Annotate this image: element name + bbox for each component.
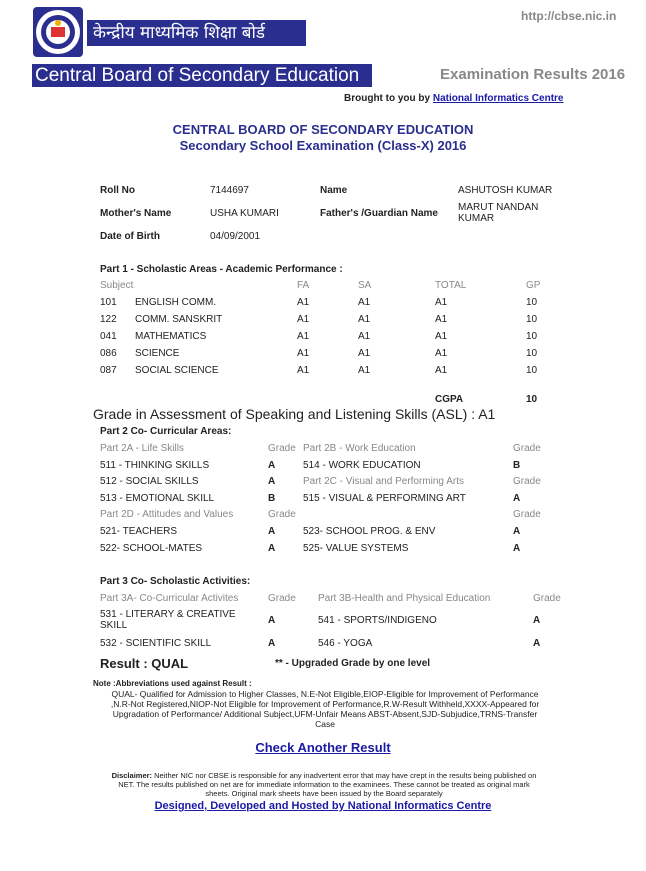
- part3b-grade-header: Grade: [533, 593, 561, 604]
- fa-grade: A1: [297, 331, 310, 342]
- part2b-heading: Part 2B - Work Education: [303, 443, 416, 454]
- name-value: ASHUTOSH KUMAR: [458, 185, 553, 196]
- life-skill-item: 513 - EMOTIONAL SKILL: [100, 493, 215, 504]
- attitude-grade: A: [268, 543, 276, 554]
- part3a-heading: Part 3A- Co-Curricular Activites: [100, 593, 239, 604]
- grade-point: 10: [526, 297, 538, 308]
- sa-grade: A1: [358, 331, 371, 342]
- col-sa: SA: [358, 280, 372, 291]
- part2b-grade-header: Grade: [513, 443, 541, 454]
- cgpa-label: CGPA: [435, 394, 464, 405]
- emblem-icon: [33, 7, 83, 57]
- fa-grade: A1: [297, 365, 310, 376]
- board-heading: CENTRAL BOARD OF SECONDARY EDUCATION: [172, 122, 474, 137]
- grade-point: 10: [526, 365, 538, 376]
- life-skill-grade: B: [268, 493, 276, 504]
- part2a-grade-header: Grade: [268, 443, 296, 454]
- father-name-value-line2: KUMAR: [458, 213, 495, 224]
- health-item: 546 - YOGA: [318, 638, 373, 649]
- roll-no-label: Roll No: [100, 185, 135, 196]
- total-grade: A1: [435, 314, 448, 325]
- nic-link[interactable]: National Informatics Centre: [432, 93, 564, 104]
- sa-grade: A1: [358, 314, 371, 325]
- life-skill-grade: A: [268, 476, 276, 487]
- part2c-heading: Part 2C - Visual and Performing Arts: [303, 476, 464, 487]
- co-curricular-grade: A: [268, 615, 276, 626]
- part3-heading: Part 3 Co- Scholastic Activities:: [100, 576, 251, 587]
- col-subject: Subject: [100, 280, 134, 291]
- attitude-item: 521- TEACHERS: [100, 526, 178, 537]
- disclaimer-label: Disclaimer:: [111, 771, 153, 780]
- attitude-grade: A: [268, 526, 276, 537]
- exam-heading: Secondary School Examination (Class-X) 2016: [179, 138, 467, 153]
- sa-grade: A1: [358, 348, 371, 359]
- fa-grade: A1: [297, 348, 310, 359]
- sa-grade: A1: [358, 365, 371, 376]
- disclaimer-text: Neither NIC nor CBSE is responsible for any inadvertent error that may have crept in the results being published on NET. The results published on net are for immediate information to the examinees. These cannot be treated as original mark sheets. Original mark sheets have been issued by the Board separately: [118, 771, 537, 798]
- total-grade: A1: [435, 348, 448, 359]
- english-title-banner: Central Board of Secondary Education: [32, 64, 372, 87]
- health-grade: A: [533, 638, 541, 649]
- part1-heading: Part 1 - Scholastic Areas - Academic Performance :: [100, 264, 343, 275]
- co-curricular-item-cont: SKILL: [100, 620, 128, 631]
- co-curricular-grade: A: [268, 638, 276, 649]
- subject-name: SCIENCE: [135, 348, 180, 359]
- part2-heading: Part 2 Co- Curricular Areas:: [100, 426, 232, 437]
- subject-name: ENGLISH COMM.: [135, 297, 217, 308]
- cgpa-value: 10: [526, 394, 538, 405]
- sa-grade: A1: [358, 297, 371, 308]
- grade-point: 10: [526, 348, 538, 359]
- subject-code: 041: [100, 331, 117, 342]
- co-curricular-item: 532 - SCIENTIFIC SKILL: [100, 638, 212, 649]
- subject-name: SOCIAL SCIENCE: [135, 365, 219, 376]
- designed-by-link[interactable]: Designed, Developed and Hosted by National Informatics Centre: [154, 800, 492, 812]
- part2d-heading: Part 2D - Attitudes and Values: [100, 509, 234, 520]
- note-body: QUAL- Qualified for Admission to Higher Classes, N.E-Not Eligible,EIOP-Eligible for Improvement of Performance ,N.R-Not Registered,NIOP-Not Eligible for Improvement of Performance,R.W-Result Withheld,XXXX-Appeared for Upgradation of Performance/ Additional Subject,UFM-Unfair Means ABST-Absent,SJD-Subjudice,TRNS-Transfer Case: [110, 689, 540, 729]
- health-item: 541 - SPORTS/INDIGENO: [318, 615, 437, 626]
- work-education-grade: B: [513, 460, 521, 471]
- col-gp: GP: [526, 280, 541, 291]
- brought-by: [344, 93, 563, 104]
- disclaimer: [108, 771, 540, 798]
- fa-grade: A1: [297, 314, 310, 325]
- total-grade: A1: [435, 365, 448, 376]
- part2c-grade-header: Grade: [513, 476, 541, 487]
- life-skill-grade: A: [268, 460, 276, 471]
- brought-prefix: Brought to you by: [344, 93, 431, 104]
- father-name-value-line1: MARUT NANDAN: [458, 202, 539, 213]
- mother-name-value: USHA KUMARI: [210, 208, 279, 219]
- attitude-grade: A: [513, 543, 521, 554]
- part2d-grade-header: Grade: [268, 509, 296, 520]
- part3b-heading: Part 3B-Health and Physical Education: [318, 593, 491, 604]
- dob-label: Date of Birth: [100, 231, 160, 242]
- check-another-result-link[interactable]: Check Another Result: [255, 740, 391, 755]
- attitude-item: 522- SCHOOL-MATES: [100, 543, 203, 554]
- fa-grade: A1: [297, 297, 310, 308]
- col-fa: FA: [297, 280, 310, 291]
- mother-name-label: Mother's Name: [100, 208, 172, 219]
- upgraded-note: ** - Upgraded Grade by one level: [275, 658, 431, 669]
- result-status: Result : QUAL: [100, 656, 189, 671]
- roll-no-value: 7144697: [210, 185, 249, 196]
- life-skill-item: 512 - SOCIAL SKILLS: [100, 476, 199, 487]
- subject-code: 086: [100, 348, 117, 359]
- father-name-label: Father's /Guardian Name: [320, 208, 438, 219]
- hindi-title-banner: केन्द्रीय माध्यमिक शिक्षा बोर्ड: [87, 20, 306, 46]
- attitude-item: 523- SCHOOL PROG. & ENV: [303, 526, 436, 537]
- part2d-right-grade-header: Grade: [513, 509, 541, 520]
- name-label: Name: [320, 185, 348, 196]
- life-skill-item: 511 - THINKING SKILLS: [100, 460, 210, 471]
- subject-code: 101: [100, 297, 117, 308]
- subject-code: 122: [100, 314, 117, 325]
- attitude-item: 525- VALUE SYSTEMS: [303, 543, 409, 554]
- total-grade: A1: [435, 331, 448, 342]
- subject-name: COMM. SANSKRIT: [135, 314, 223, 325]
- dob-value: 04/09/2001: [210, 231, 261, 242]
- exam-results-title: Examination Results 2016: [440, 66, 626, 83]
- part3a-grade-header: Grade: [268, 593, 296, 604]
- asl-grade: Grade in Assessment of Speaking and Listening Skills (ASL) : A1: [93, 406, 496, 422]
- part2a-heading: Part 2A - Life Skills: [100, 443, 184, 454]
- visual-arts-item: 515 - VISUAL & PERFORMING ART: [303, 493, 466, 504]
- site-url[interactable]: http://cbse.nic.in: [521, 9, 617, 23]
- note-title: Note :Abbreviations used against Result :: [93, 679, 252, 688]
- attitude-grade: A: [513, 526, 521, 537]
- subject-code: 087: [100, 365, 117, 376]
- col-total: TOTAL: [435, 280, 467, 291]
- subject-name: MATHEMATICS: [135, 331, 207, 342]
- total-grade: A1: [435, 297, 448, 308]
- cbse-logo: [33, 7, 83, 57]
- visual-arts-grade: A: [513, 493, 521, 504]
- co-curricular-item: 531 - LITERARY & CREATIVE: [100, 609, 236, 620]
- grade-point: 10: [526, 331, 538, 342]
- health-grade: A: [533, 615, 541, 626]
- work-education-item: 514 - WORK EDUCATION: [303, 460, 421, 471]
- grade-point: 10: [526, 314, 538, 325]
